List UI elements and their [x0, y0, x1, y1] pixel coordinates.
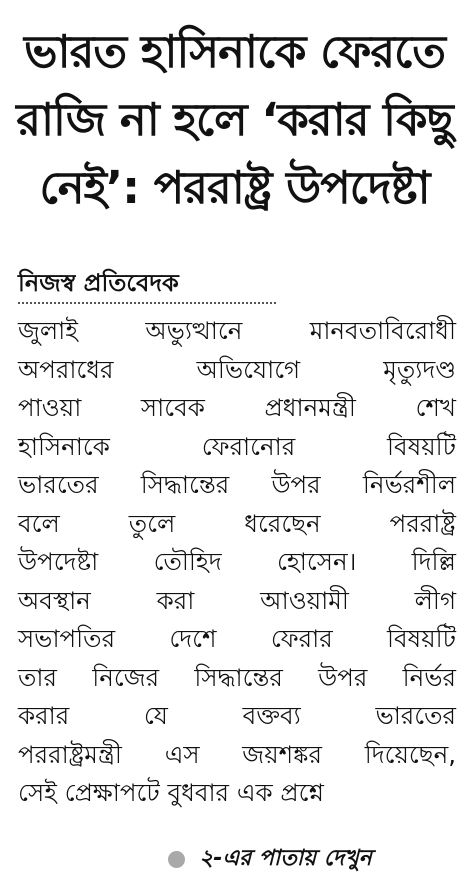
headline-line: ভারত হাসিনাকে ফেরতে: [24, 25, 445, 78]
bullet-dot-icon: [168, 851, 185, 868]
body-line: হাসিনাকে ফেরানোর বিষয়টি: [18, 431, 456, 461]
continuation-text[interactable]: ২-এর পাতায় দেখুন: [199, 846, 372, 871]
continuation-link[interactable]: [168, 842, 460, 876]
headline: [10, 18, 459, 222]
body-line: অবস্থান করা আওয়ামী লীগ: [18, 585, 456, 615]
body-line: সেই প্রেক্ষাপটে বুধবার এক প্রশ্নে: [18, 778, 324, 807]
byline-block: [18, 266, 276, 304]
body-line: অপরাধের অভিযোগে মৃত্যুদণ্ড: [18, 354, 456, 384]
body-line: ভারতের সিদ্ধান্তের উপর নির্ভরশীল: [18, 470, 456, 499]
body-line: সভাপতির দেশে ফেরার বিষয়টি: [18, 624, 456, 653]
body-line: বলে তুলে ধরেছেন পররাষ্ট্র: [18, 508, 456, 538]
article-body: [18, 312, 456, 813]
body-line: উপদেষ্টা তৌহিদ হোসেন। দিল্লি: [18, 547, 456, 576]
headline-line: নেই’: পররাষ্ট্র উপদেষ্টা: [39, 161, 430, 214]
body-line: পাওয়া সাবেক প্রধানমন্ত্রী শেখ: [18, 393, 456, 422]
body-line: জুলাই অভ্যুত্থানে মানবতাবিরোধী: [18, 316, 456, 345]
headline-line: রাজি না হলে ‘করার কিছু: [16, 93, 453, 146]
body-line: করার যে বক্তব্য ভারতের: [18, 701, 456, 730]
body-line: তার নিজের সিদ্ধান্তের উপর নির্ভর: [18, 662, 456, 692]
byline: নিজস্ব প্রতিবেদক: [18, 269, 179, 297]
body-line: পররাষ্ট্রমন্ত্রী এস জয়শঙ্কর দিয়েছেন,: [18, 739, 456, 769]
